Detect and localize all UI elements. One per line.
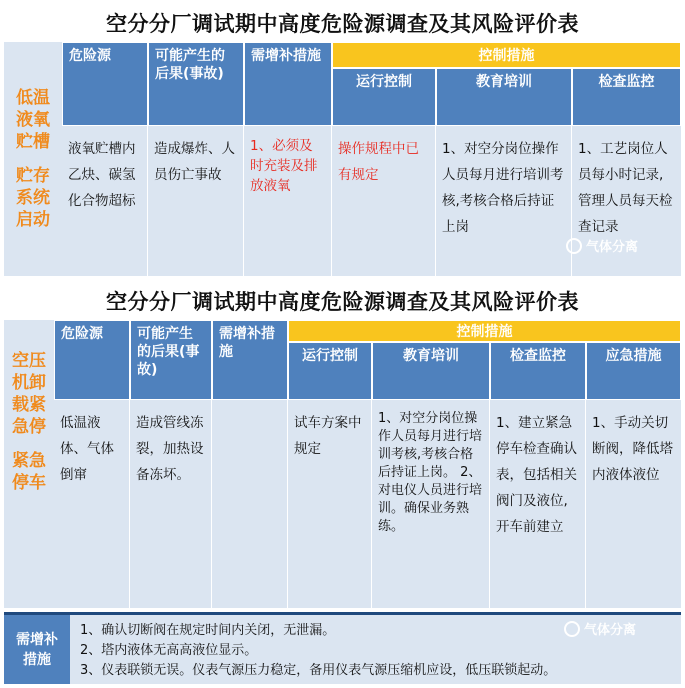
cell-training: 1、对空分岗位操作人员每月进行培训考核,考核合格后持证上岗。 2、对电仪人员进行培训。确保业务熟练。 — [372, 400, 490, 608]
table-1-side-top: 低温 液氧 贮槽 — [16, 88, 50, 152]
header-consequence: 可能产生的后果(事故) — [148, 42, 244, 126]
table-2-side-top: 空压 机卸 载紧 急停 — [12, 351, 46, 437]
cell-hazard: 液氧贮槽内乙炔、碳氢化合物超标 — [62, 126, 148, 276]
cell-supplement: 1、必须及时充装及排放液氧 — [244, 126, 332, 276]
wechat-icon — [564, 621, 580, 637]
footer-label: 需增补措施 — [4, 615, 70, 684]
header-training: 教育培训 — [436, 68, 572, 126]
watermark-1-text: 气体分离 — [586, 240, 639, 255]
wechat-icon — [566, 238, 582, 254]
table-2-side-label — [4, 320, 54, 608]
footer-line: 2、塔内液体无高高液位显示。 — [80, 643, 258, 658]
cell-inspection: 1、工艺岗位人员每小时记录,管理人员每天检查记录 — [572, 126, 681, 276]
cell-operation: 试车方案中规定 — [288, 400, 372, 608]
header-consequence: 可能产生的后果(事故) — [130, 320, 212, 400]
table-2-title: 空分分厂调试期中高度危险源调查及其风险评价表 — [4, 282, 681, 320]
risk-table-2 — [4, 282, 681, 608]
cell-hazard: 低温液体、气体倒窜 — [54, 400, 130, 608]
cell-inspection: 1、建立紧急停车检查确认表，包括相关阀门及液位,开车前建立 — [490, 400, 586, 608]
table-2-side-bottom: 紧急 停车 — [12, 451, 46, 493]
cell-consequence: 造成管线冻裂，加热设备冻坏。 — [130, 400, 212, 608]
watermark-2 — [564, 619, 636, 638]
header-operation: 运行控制 — [288, 342, 372, 400]
header-supplement: 需增补措施 — [212, 320, 288, 400]
header-emergency: 应急措施 — [586, 342, 681, 400]
header-hazard: 危险源 — [54, 320, 130, 400]
cell-emergency: 1、手动关切断阀，降低塔内液体液位 — [586, 400, 681, 608]
cell-consequence: 造成爆炸、人员伤亡事故 — [148, 126, 244, 276]
header-control: 控制措施 — [332, 42, 681, 68]
header-inspection: 检查监控 — [572, 68, 681, 126]
header-inspection: 检查监控 — [490, 342, 586, 400]
watermark-2-text: 气体分离 — [584, 623, 637, 638]
table-1-side-bottom: 贮存 系统 启动 — [16, 166, 50, 230]
header-training: 教育培训 — [372, 342, 490, 400]
header-supplement: 需增补措施 — [244, 42, 332, 126]
header-hazard: 危险源 — [62, 42, 148, 126]
table-1-title: 空分分厂调试期中高度危险源调查及其风险评价表 — [4, 4, 681, 42]
footer-line: 1、确认切断阀在规定时间内关闭，无泄漏。 — [80, 623, 336, 638]
watermark-1 — [566, 236, 638, 255]
cell-operation: 操作规程中已有规定 — [332, 126, 436, 276]
header-control: 控制措施 — [288, 320, 681, 342]
cell-training: 1、对空分岗位操作人员每月进行培训考核,考核合格后持证上岗 — [436, 126, 572, 276]
cell-supplement — [212, 400, 288, 608]
supplement-footer — [4, 612, 681, 684]
table-1-side-label — [4, 42, 62, 276]
header-operation: 运行控制 — [332, 68, 436, 126]
risk-table-1 — [4, 4, 681, 276]
footer-line: 3、仪表联锁无误。仪表气源压力稳定，备用仪表气源压缩机应设，低压联锁起动。 — [80, 663, 557, 678]
footer-lines — [80, 621, 556, 681]
